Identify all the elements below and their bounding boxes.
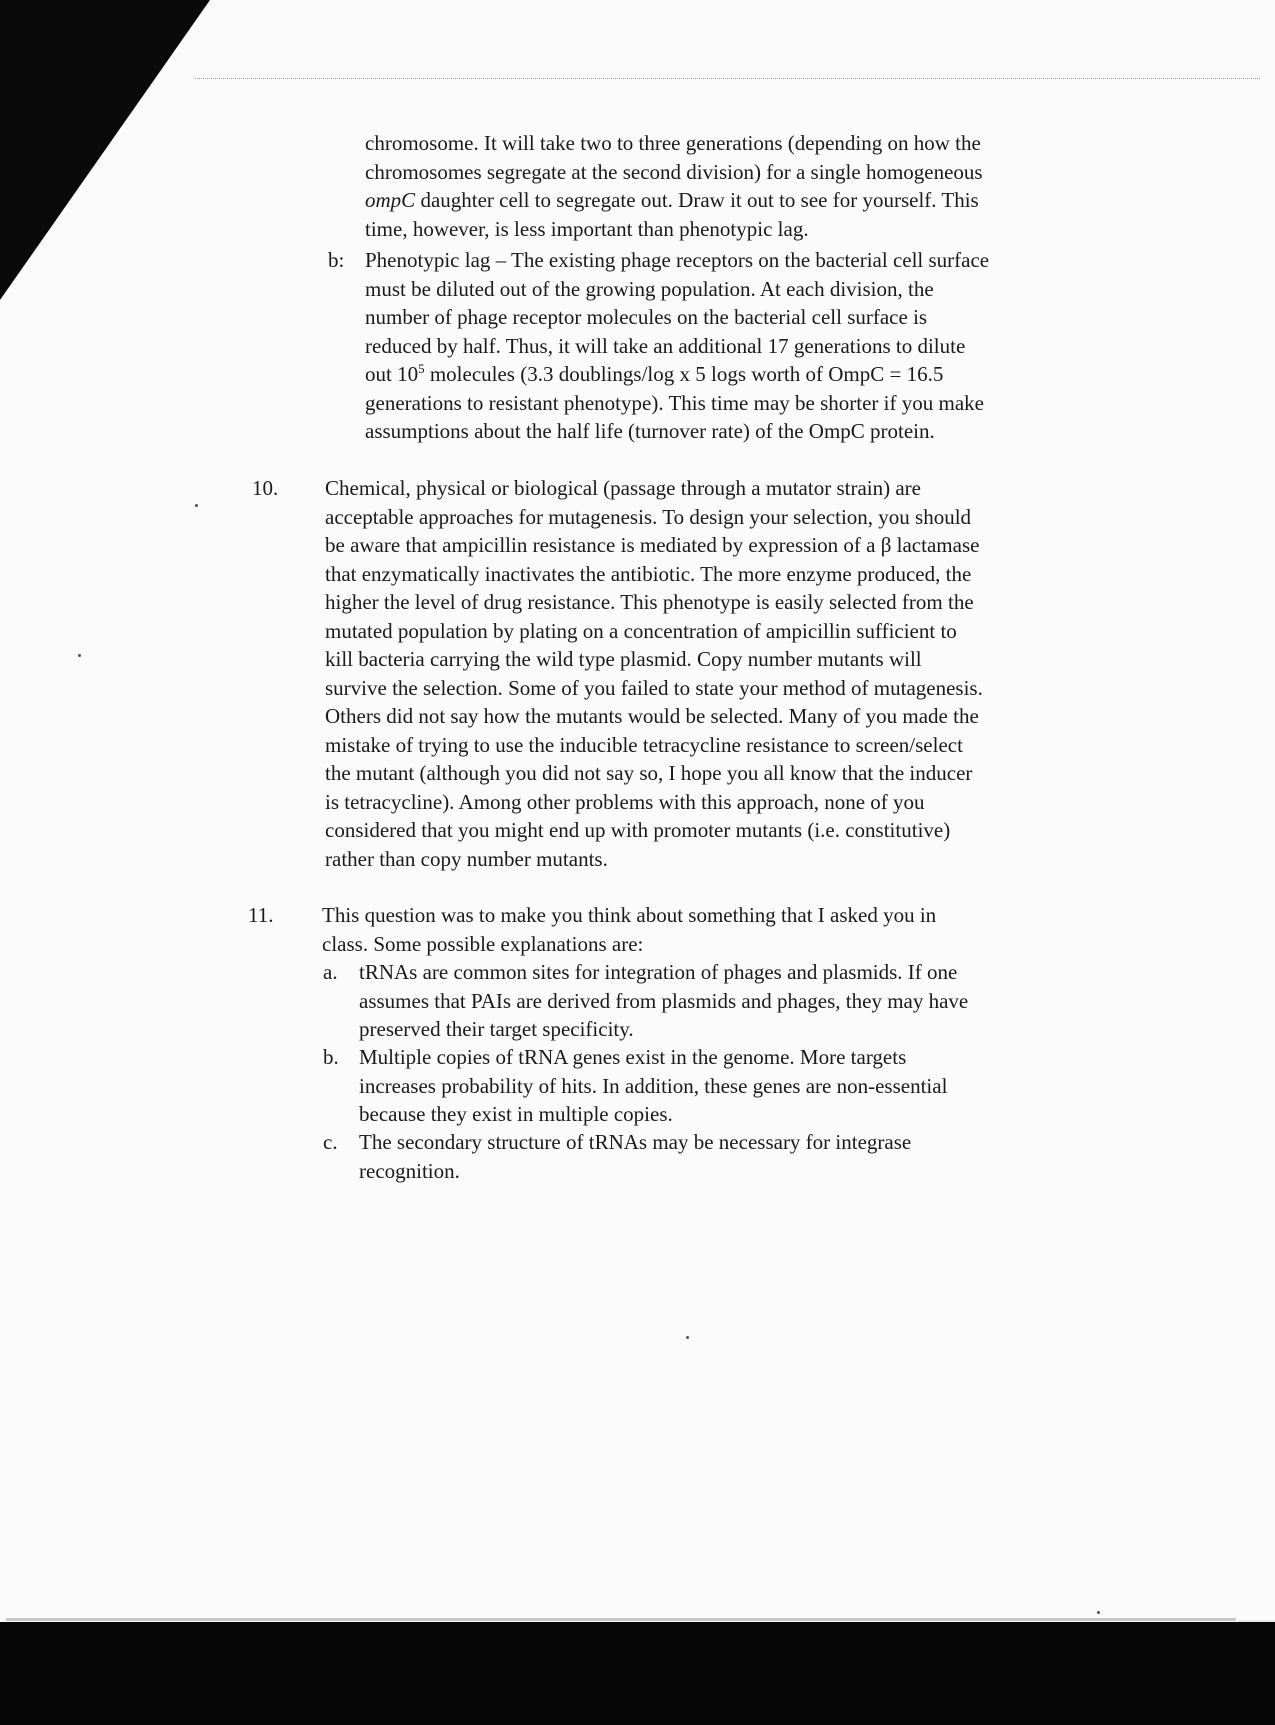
question-11-number: 11. <box>248 903 274 927</box>
scan-speck <box>1097 1611 1100 1614</box>
question-10-text: Chemical, physical or biological (passage through a mutator strain) are acceptable approaches for mutagenesis. To design your selection, you should be aware that ampicillin resistance is mediated by expression of a β lactamase that enzymatically inactivates the antibiotic. The more enzyme produced, the higher the level of drug resistance. This phenotype is easily selected from the mutated population by plating on a concentration of ampicillin sufficient to kill bacteria carrying the wild type plasmid. Copy number mutants will survive the selection. Some of you failed to state your method of mutagenesis. Others did not say how the mutants would be selected. Many of you made the mistake of trying to use the inducible tetracycline resistance to screen/select the mutant (although you did not say so, I hope you all know that the inducer is tetracycline). Among other problems with this approach, none of you considered that you might end up with promoter mutants (i.e. constitutive) rather than copy number mutants. <box>325 476 983 871</box>
top-edge-line <box>195 78 1260 80</box>
item-b-text: Phenotypic lag – The existing phage receptors on the bacterial cell surface must be diluted out of the growing population. At each division, the number of phage receptor molecules on the bacterial cell surface is reduced by half. Thus, it will take an additional 17 generations to dilute out $10^5$ molecules (3.3 doublings/log x 5 logs worth of OmpC = 16.5 generations to resistant phenotype). This time may be shorter if you make assumptions about the half life (turnover rate) of the OmpC protein. <box>365 248 990 443</box>
item-a-letter: a. <box>323 960 338 984</box>
item-c-letter: c. <box>323 1130 338 1154</box>
question-10-number: 10. <box>252 476 279 500</box>
scan-speck <box>78 654 81 657</box>
continuation-a-text: chromosome. It will take two to three generations (depending on how the chromosomes segregate at the second division) for a single homogeneous ompC daughter cell to segregate out. Draw it out to see for yourself. This time, however, is less important than phenotypic lag. <box>365 131 983 241</box>
item-a-text: tRNAs are common sites for integration of phages and plasmids. If one assumes that PAIs are derived from plasmids and phages, they may have preserved their target specificity. <box>359 960 969 1041</box>
scan-speck <box>195 504 198 507</box>
item-b-letter: b: <box>328 248 345 272</box>
page-edge-bottom <box>6 1618 1236 1621</box>
item-b2-letter: b. <box>323 1045 339 1069</box>
question-11-text: This question was to make you think about something that I asked you in class. Some possible explanations are: <box>322 903 937 956</box>
scanner-background <box>0 1622 1275 1725</box>
item-b2-text: Multiple copies of tRNA genes exist in the genome. More targets increases probability of hits. In addition, these genes are non-essential because they exist in multiple copies. <box>359 1045 948 1126</box>
scan-speck <box>686 1336 689 1339</box>
folded-corner <box>0 0 210 300</box>
item-c-text: The secondary structure of tRNAs may be necessary for integrase recognition. <box>359 1130 912 1183</box>
